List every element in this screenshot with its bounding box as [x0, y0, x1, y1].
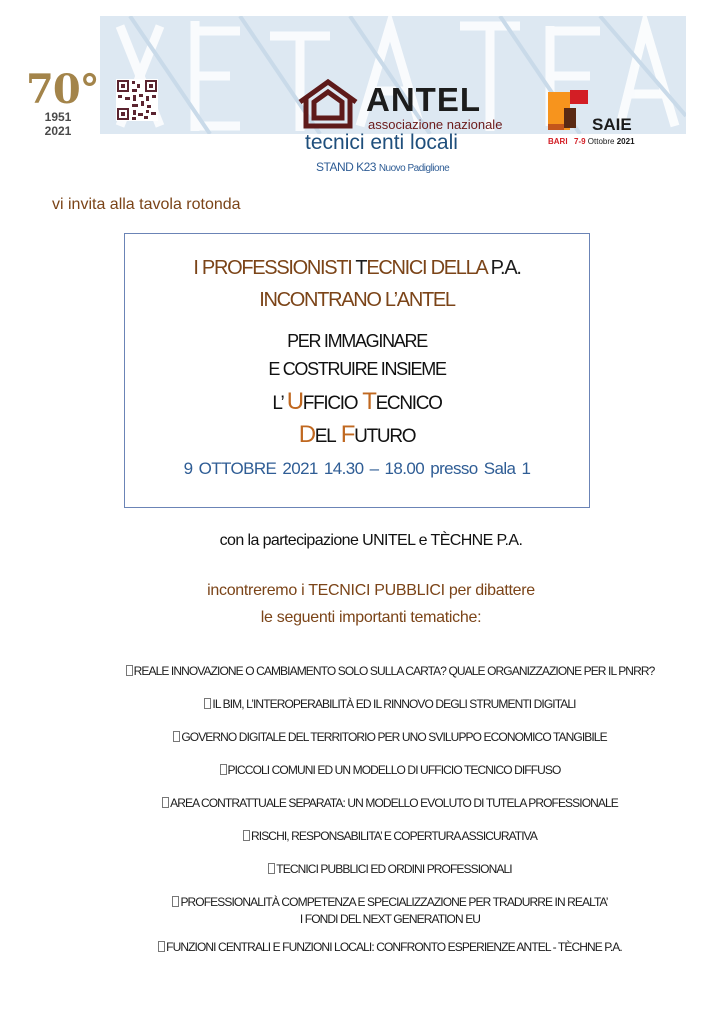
qr-code-icon[interactable]	[116, 79, 158, 121]
participation-text: con la partecipazione UNITEL e TÈCHNE P.A.	[219, 532, 523, 549]
topic-item	[0, 862, 724, 876]
topic-text: PICCOLI COMUNI ED UN MODELLO DI UFFICIO TECNICO DIFFUSO	[227, 763, 561, 777]
topic-text: PROFESSIONALITÀ COMPETENZA E SPECIALIZZAZIONE PER TRADURRE IN REALTA’	[180, 895, 608, 909]
topic-item	[0, 940, 724, 954]
topic-item	[0, 730, 724, 744]
anniversary-year-end: 2021	[44, 124, 72, 138]
topic-text: TECNICI PUBBLICI ED ORDINI PROFESSIONALI	[276, 862, 512, 876]
topic-text: IL BIM, L’INTEROPERABILITÀ ED IL RINNOVO DEGLI STRUMENTI DIGITALI	[212, 697, 576, 711]
saie-dates: 7-9 Ottobre 2021	[574, 137, 635, 146]
bullet-icon	[243, 830, 250, 841]
event-date-line: 9 OTTOBRE 2021 14.30 – 18.00 presso Sala 1	[183, 459, 531, 478]
anniversary-year-start: 1951	[44, 110, 72, 124]
topic-item	[0, 895, 724, 909]
anniversary-number: 70°	[26, 66, 99, 113]
topic-text: RISCHI, RESPONSABILITA’ E COPERTURA ASSICURATIVA	[251, 829, 537, 843]
intro-line-1: incontreremo i TECNICI PUBBLICI per dibattere	[207, 582, 535, 599]
saie-logo-icon	[542, 84, 594, 136]
stand-info	[316, 160, 449, 174]
title-line-5: L’ UFFICIO TECNICO	[272, 388, 442, 415]
topic-item	[0, 763, 724, 777]
antel-house-logo-icon	[296, 78, 360, 130]
topic-text: FUNZIONI CENTRALI E FUNZIONI LOCALI: CONFRONTO ESPERIENZE ANTEL - TÈCHNE P.A.	[166, 940, 622, 954]
antel-name: ANTEL	[366, 81, 481, 118]
topic-item	[0, 664, 724, 678]
bullet-icon	[172, 896, 179, 907]
stand-location: Nuovo Padiglione	[378, 163, 450, 174]
antel-subtitle-2: tecnici enti locali	[305, 131, 458, 154]
saie-city: BARI	[548, 137, 568, 146]
title-line-3: PER IMMAGINARE	[287, 331, 427, 351]
title-line-1: I PROFESSIONISTI TECNICI DELLA P.A.	[193, 257, 521, 279]
title-line-2: INCONTRANO L’ANTEL	[259, 289, 455, 311]
bullet-icon	[204, 698, 211, 709]
intro-line-2: le seguenti importanti tematiche:	[260, 609, 482, 626]
title-line-4: E COSTRUIRE INSIEME	[268, 359, 446, 379]
topic-item	[0, 697, 724, 711]
bullet-icon	[126, 665, 133, 676]
topic-item-continuation	[0, 912, 724, 926]
bullet-icon	[220, 764, 227, 775]
topic-item	[0, 796, 724, 810]
topic-text: REALE INNOVAZIONE O CAMBIAMENTO SOLO SULLA CARTA? QUALE ORGANIZZAZIONE PER IL PNRR?	[133, 664, 655, 678]
bullet-icon	[158, 941, 165, 952]
saie-name: SAIE	[592, 115, 632, 134]
stand-code: STAND K23	[316, 160, 376, 174]
title-box	[124, 233, 590, 508]
invite-text: vi invita alla tavola rotonda	[52, 196, 241, 213]
title-line-6: DEL FUTURO	[298, 421, 416, 448]
anniversary-badge	[26, 66, 99, 138]
topic-text: AREA CONTRATTUALE SEPARATA: UN MODELLO EVOLUTO DI TUTELA PROFESSIONALE	[170, 796, 618, 810]
topic-item	[0, 829, 724, 843]
antel-subtitle: associazione nazionale	[368, 117, 503, 132]
bullet-icon	[173, 731, 180, 742]
bullet-icon	[162, 797, 169, 808]
topic-text: GOVERNO DIGITALE DEL TERRITORIO PER UNO SVILUPPO ECONOMICO TANGIBILE	[181, 730, 607, 744]
topic-text: I FONDI DEL NEXT GENERATION EU	[299, 912, 481, 926]
bullet-icon	[268, 863, 275, 874]
